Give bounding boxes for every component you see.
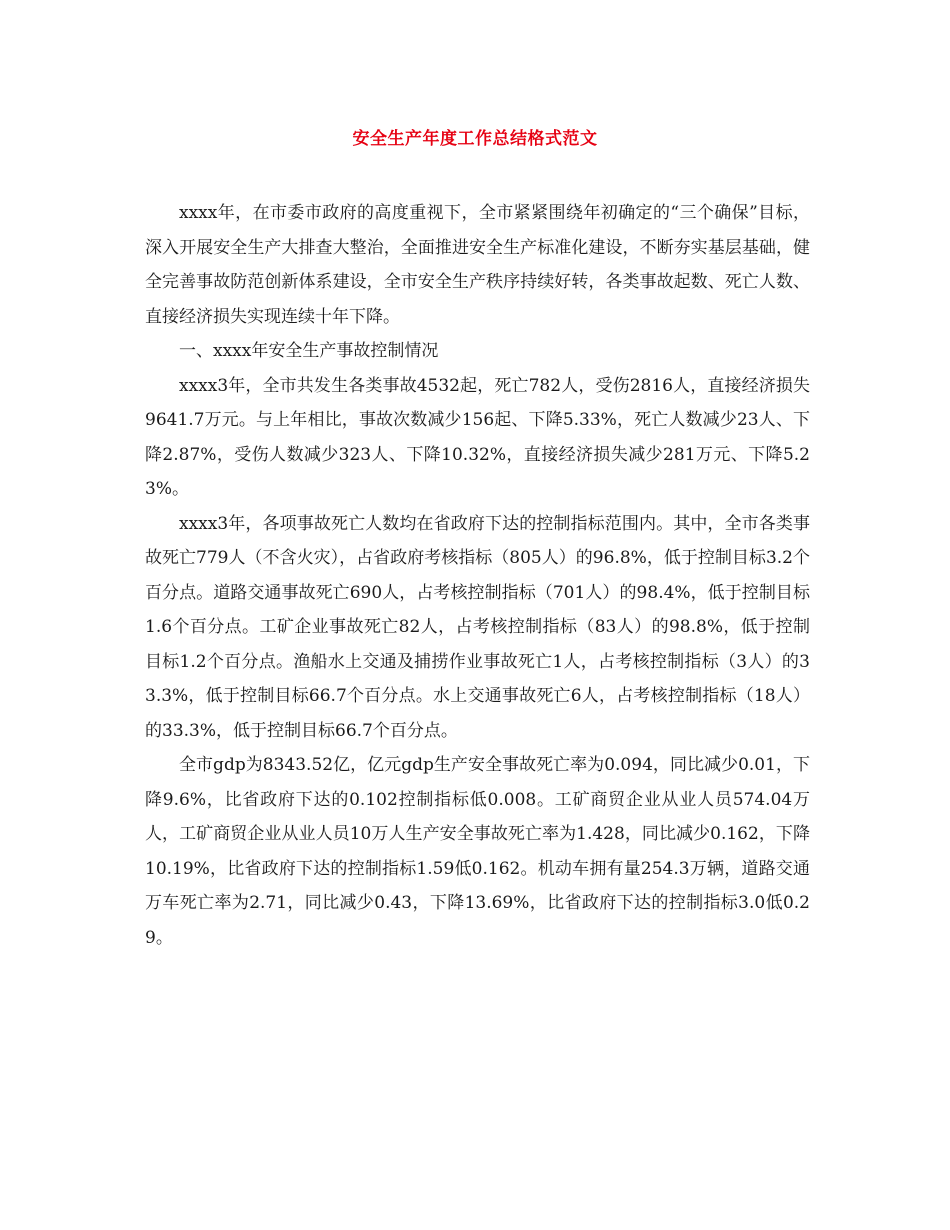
- document-title: 安全生产年度工作总结格式范文: [352, 129, 598, 149]
- section-heading: 一、xxxx年安全生产事故控制情况: [179, 341, 439, 361]
- document-body: [145, 196, 810, 955]
- paragraph-intro: xxxx年，在市委市政府的高度重视下，全市紧紧围绕年初确定的“三个确保”目标，深入开展安全生产大排查大整治，全面推进安全生产标准化建设，不断夯实基层基础，健全完善事故防范创新体系建设，全市安全生产秩序持续好转，各类事故起数、死亡人数、直接经济损失实现连续十年下降。: [145, 203, 810, 327]
- paragraph-death-rates: 全市gdp为8343.52亿，亿元gdp生产安全事故死亡率为0.094，同比减少0.01，下降9.6%，比省政府下达的0.102控制指标低0.008。工矿商贸企业从业人员574.04万人，工矿商贸企业从业人员10万人生产安全事故死亡率为1.428，同比减少0.162，下降10.19%，比省政府下达的控制指标1.59低0.162。机动车拥有量254.3万辆，道路交通万车死亡率为2.71，同比减少0.43，下降13.69%，比省政府下达的控制指标3.0低0.29。: [145, 755, 810, 948]
- paragraph-accident-totals: xxxx3年，全市共发生各类事故4532起，死亡782人，受伤2816人，直接经济损失9641.7万元。与上年相比，事故次数减少156起、下降5.33%，死亡人数减少23人、下降2.87%，受伤人数减少323人、下降10.32%，直接经济损失减少281万元、下降5.23%。: [145, 375, 810, 499]
- paragraph-control-indicators: xxxx3年，各项事故死亡人数均在省政府下达的控制指标范围内。其中，全市各类事故死亡779人（不含火灾），占省政府考核指标（805人）的96.8%，低于控制目标3.2个百分点。道路交通事故死亡690人，占考核控制指标（701人）的98.4%，低于控制目标1.6个百分点。工矿企业事故死亡82人，占考核控制指标（83人）的98.8%，低于控制目标1.2个百分点。渔船水上交通及捕捞作业事故死亡1人，占考核控制指标（3人）的33.3%，低于控制目标66.7个百分点。水上交通事故死亡6人，占考核控制指标（18人）的33.3%，低于控制目标66.7个百分点。: [145, 513, 810, 741]
